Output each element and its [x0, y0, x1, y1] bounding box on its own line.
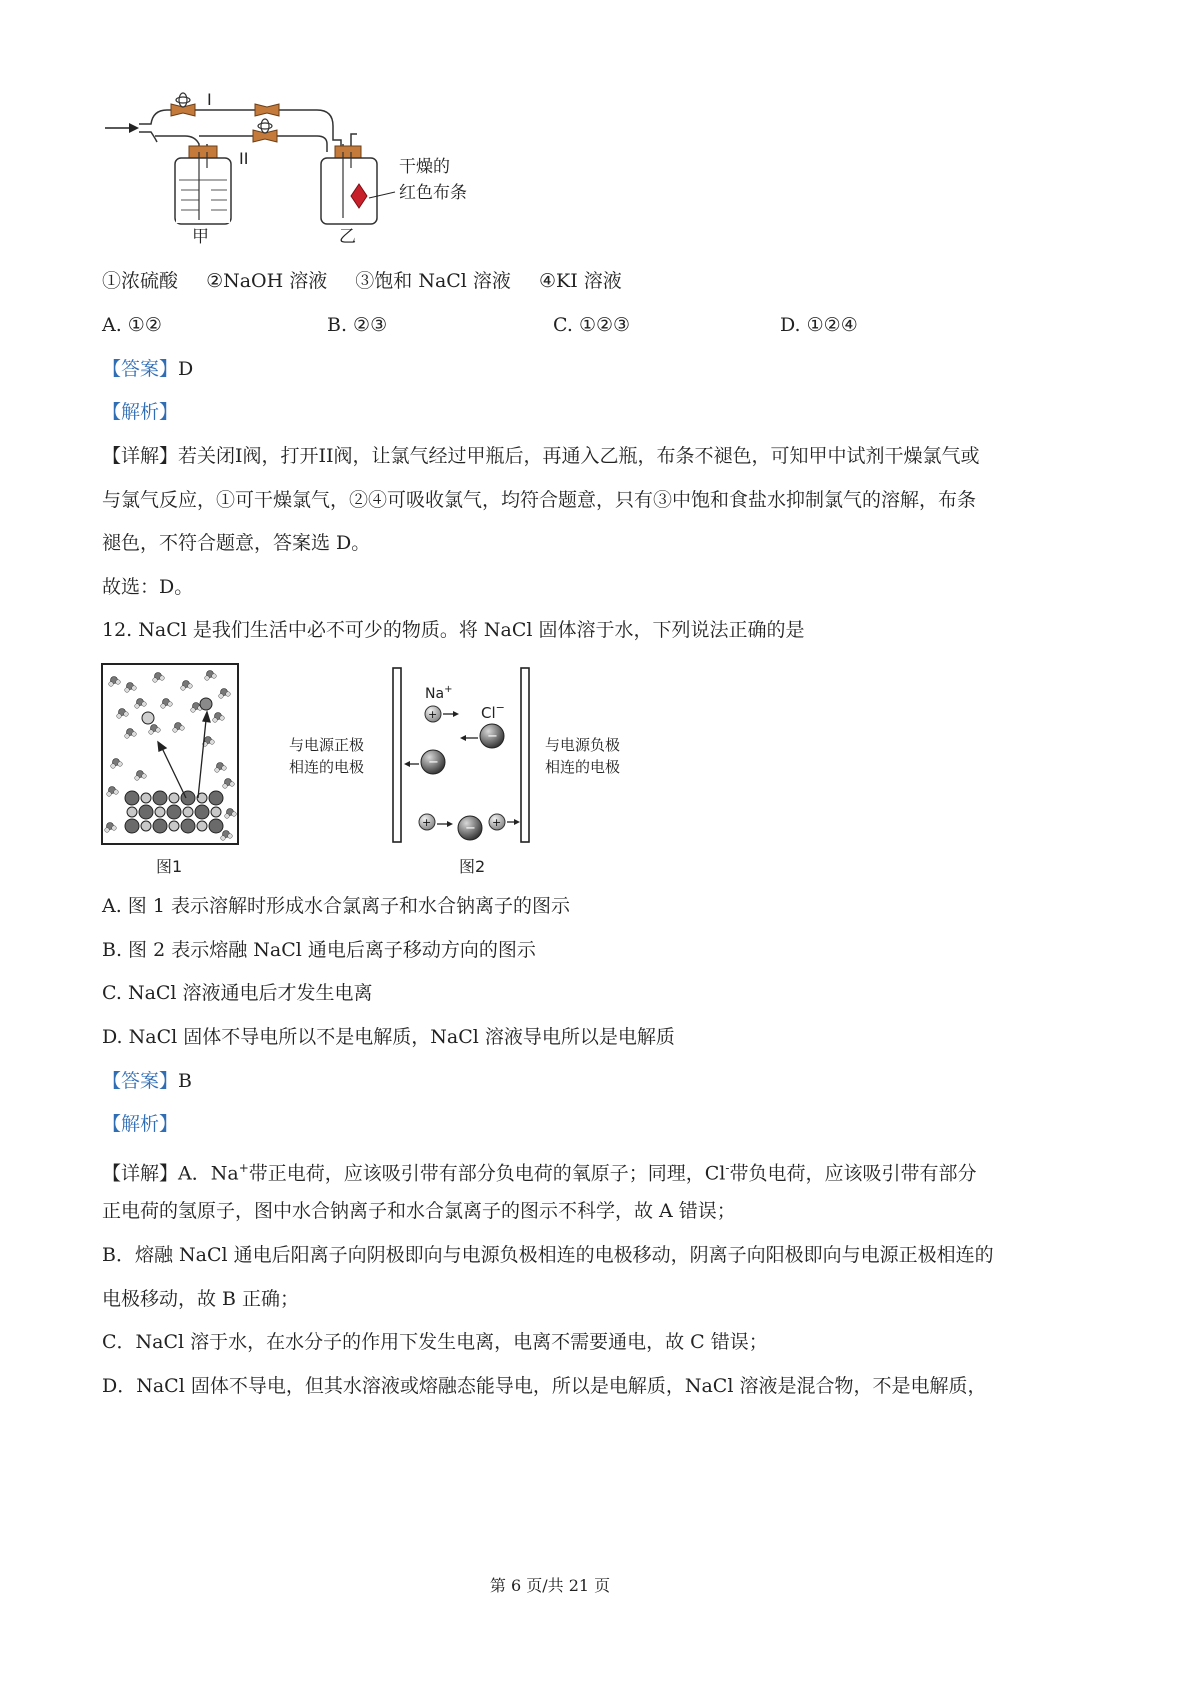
gas-apparatus-figure — [95, 88, 525, 248]
na-superscript: + — [238, 1161, 249, 1175]
q12-option-c[interactable]: C. NaCl 溶液通电后才发生电离 — [102, 982, 373, 1004]
sodium-ion — [141, 821, 151, 831]
sodium-ion — [141, 793, 151, 803]
detail-tag: 【详解】 — [102, 1162, 179, 1185]
q12-detail-line-5: C．NaCl 溶于水，在水分子的作用下发生电离，电离不需要通电，故 C 错误； — [102, 1331, 768, 1353]
chloride-ion — [125, 791, 139, 805]
svg-text:+: + — [492, 816, 502, 829]
na-ion-bottom-left — [419, 814, 453, 830]
q12-detail-line-3: B．熔融 NaCl 通电后阳离子向阴极即向与电源负极相连的电极移动，阴离子向阳极即向与电源正极相连的 — [102, 1244, 994, 1266]
cloth-label-line1: 干燥的 — [399, 157, 450, 177]
valve-II-label: II — [239, 149, 249, 168]
chloride-ion — [181, 819, 195, 833]
svg-text:+: + — [422, 816, 432, 829]
sodium-ion — [127, 807, 137, 817]
chloride-ion — [209, 819, 223, 833]
cl-ion-left — [404, 750, 445, 774]
sodium-ion — [211, 807, 221, 817]
negative-electrode-label-1: 与电源负极 — [545, 736, 621, 754]
cloth-label-line2: 红色布条 — [399, 183, 467, 203]
svg-text:−: − — [465, 821, 476, 836]
sodium-ion — [155, 807, 165, 817]
q12-option-b[interactable]: B. 图 2 表示熔融 NaCl 通电后离子移动方向的图示 — [102, 939, 536, 961]
q12-option-d[interactable]: D. NaCl 固体不导电所以不是电解质，NaCl 溶液导电所以是电解质 — [102, 1026, 675, 1048]
reagent-4: ④KI 溶液 — [538, 270, 622, 292]
hydrated-sodium-ion — [142, 712, 154, 724]
hydrated-chloride-ion — [200, 698, 212, 710]
bottle-jia — [175, 146, 231, 224]
figure-1-dissolution — [100, 662, 240, 880]
inlet-arrow — [105, 123, 139, 133]
detail-tag: 【详解】 — [102, 445, 179, 467]
q11-option-c[interactable]: C. ①②③ — [553, 314, 631, 336]
upper-stopcock — [255, 104, 279, 116]
valve-I-label: I — [207, 90, 212, 109]
reagent-1: ①浓硫酸 — [102, 270, 179, 292]
q11-option-b[interactable]: B. ②③ — [327, 314, 388, 336]
chloride-ion — [125, 819, 139, 833]
q12-detail-line-4: 电极移动，故 B 正确； — [102, 1288, 300, 1310]
positive-electrode — [393, 668, 401, 842]
detail-text-b: 带正电荷，应该吸引带有部分负电荷的氧原子；同理，Cl — [248, 1162, 726, 1185]
svg-text:−: − — [487, 729, 498, 744]
positive-electrode-label-2: 相连的电极 — [289, 758, 365, 776]
chloride-ion — [167, 805, 181, 819]
q11-final: 故选：D。 — [102, 576, 194, 598]
q12-stem: 12. NaCl 是我们生活中必不可少的物质。将 NaCl 固体溶于水，下列说法正确的是 — [102, 619, 805, 641]
figure-2-caption: 图2 — [459, 857, 486, 876]
sodium-ion — [197, 821, 207, 831]
valve-II[interactable] — [253, 119, 277, 142]
q11-analysis-tag: 【解析】 — [102, 401, 179, 423]
reagent-list — [102, 267, 622, 295]
svg-text:+: + — [428, 708, 438, 721]
chloride-ion — [153, 819, 167, 833]
q12-answer — [102, 1067, 192, 1095]
detail-text-c: 带负电荷，应该吸引带有部分 — [729, 1162, 977, 1185]
q11-detail-line-3: 褪色，不符合题意，答案选 D。 — [102, 532, 371, 554]
na-ion-label: Na+ — [425, 684, 453, 702]
answer-value: B — [178, 1070, 192, 1092]
q12-detail-line-2: 正电荷的氢原子，图中水合钠离子和水合氯离子的图示不科学，故 A 错误； — [102, 1200, 736, 1222]
na-ion-top — [425, 706, 459, 722]
na-ion-bottom-right — [489, 814, 520, 830]
cl-ion-label: Cl− — [481, 701, 505, 722]
q12-analysis-tag: 【解析】 — [102, 1113, 179, 1135]
q12-detail-line-6: D．NaCl 固体不导电，但其水溶液或熔融态能导电，所以是电解质，NaCl 溶液是混合物，不是电解质， — [102, 1375, 987, 1397]
chloride-ion — [153, 791, 167, 805]
bottle-yi-label: 乙 — [339, 227, 356, 247]
q11-detail-line-2: 与氯气反应，①可干燥氯气，②④可吸收氯气，均符合题意，只有③中饱和食盐水抑制氯气的溶解，布条 — [102, 489, 977, 511]
chloride-ion — [195, 805, 209, 819]
reagent-2: ②NaOH 溶液 — [206, 270, 328, 292]
answer-value: D — [178, 358, 194, 380]
svg-text:−: − — [428, 755, 439, 770]
q11-detail-line-1 — [102, 442, 980, 470]
negative-electrode — [521, 668, 529, 842]
sodium-ion — [169, 821, 179, 831]
bottle-jia-label: 甲 — [192, 227, 209, 247]
detail-text-a: A．Na — [178, 1162, 239, 1185]
chloride-ion — [209, 791, 223, 805]
q12-option-a[interactable]: A. 图 1 表示溶解时形成水合氯离子和水合钠离子的图示 — [102, 895, 570, 917]
chloride-ion — [139, 805, 153, 819]
reagent-3: ③饱和 NaCl 溶液 — [355, 270, 511, 292]
cl-superscript: - — [725, 1161, 730, 1175]
figure-2-electrolysis — [285, 662, 645, 880]
q12-detail-line-1 — [102, 1154, 976, 1187]
sodium-ion — [183, 807, 193, 817]
page-footer: 第 6 页/共 21 页 — [489, 1576, 611, 1595]
cl-ion-bottom — [447, 816, 482, 840]
sodium-ion — [169, 793, 179, 803]
q11-option-d[interactable]: D. ①②④ — [780, 314, 858, 336]
negative-electrode-label-2: 相连的电极 — [545, 758, 621, 776]
bottle-yi — [321, 146, 395, 224]
cl-ion-right-top — [460, 724, 504, 748]
positive-electrode-label-1: 与电源正极 — [289, 736, 365, 754]
answer-tag: 【答案】 — [102, 358, 179, 380]
valve-I[interactable] — [171, 93, 195, 116]
detail-text: 若关闭I阀，打开II阀，让氯气经过甲瓶后，再通入乙瓶，布条不褪色，可知甲中试剂干燥氯气或 — [178, 445, 980, 467]
answer-tag: 【答案】 — [102, 1070, 179, 1092]
figure-1-caption: 图1 — [156, 857, 183, 876]
q11-option-a[interactable]: A. ①② — [102, 314, 162, 336]
q11-answer — [102, 355, 193, 383]
